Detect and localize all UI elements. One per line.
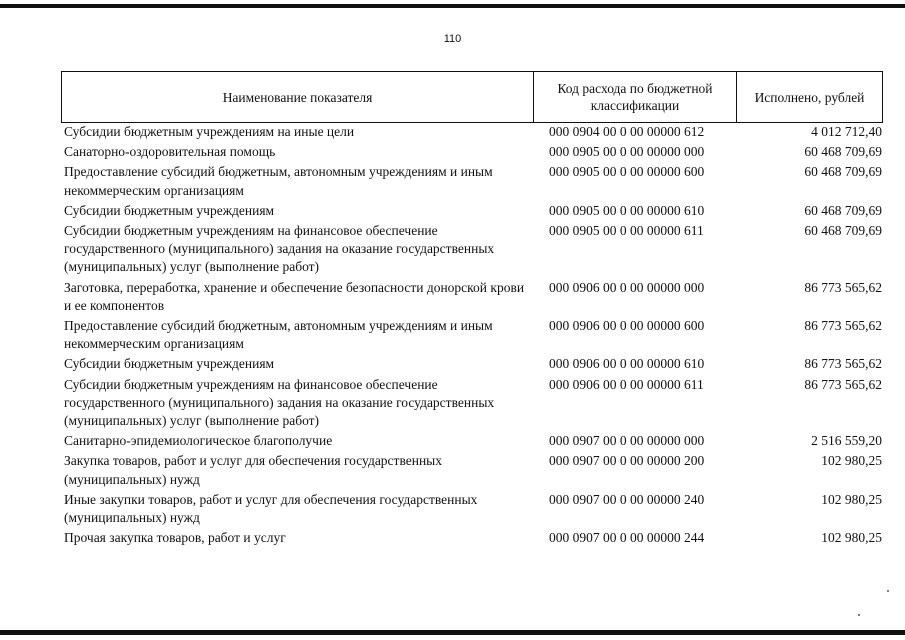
bottom-border-rule bbox=[0, 630, 905, 635]
indicator-name: Закупка товаров, работ и услуг для обеспечения государственных (муниципальных) нужд bbox=[64, 453, 443, 487]
budget-code: 000 0905 00 0 00 00000 610 bbox=[549, 202, 705, 218]
table-row bbox=[64, 163, 882, 199]
executed-amount: 2 516 559,20 bbox=[811, 433, 882, 449]
executed-amount: 86 773 565,62 bbox=[804, 376, 882, 392]
budget-code: 000 0907 00 0 00 00000 000 bbox=[549, 433, 705, 449]
budget-code: 000 0905 00 0 00 00000 600 bbox=[549, 164, 705, 180]
column-header-amount: Исполнено, рублей bbox=[754, 89, 865, 105]
table-row bbox=[64, 491, 882, 527]
indicator-name: Прочая закупка товаров, работ и услуг bbox=[64, 530, 286, 546]
indicator-name: Субсидии бюджетным учреждениям на финансовое обеспечение государственного (муниципального) задания на оказание государственных (муниципальных) услуг (выполнение работ) bbox=[64, 376, 495, 429]
budget-code: 000 0907 00 0 00 00000 240 bbox=[549, 491, 705, 507]
table-row bbox=[64, 432, 882, 450]
scan-speck bbox=[858, 614, 860, 616]
table-row bbox=[64, 452, 882, 488]
indicator-name: Субсидии бюджетным учреждениям bbox=[64, 202, 275, 218]
indicator-name: Заготовка, переработка, хранение и обеспечение безопасности донорской крови и ее компонентов bbox=[64, 279, 525, 313]
table-row bbox=[64, 317, 882, 353]
budget-code: 000 0906 00 0 00 00000 611 bbox=[549, 376, 704, 392]
executed-amount: 102 980,25 bbox=[821, 491, 882, 507]
executed-amount: 60 468 709,69 bbox=[804, 144, 882, 160]
table-header bbox=[61, 71, 883, 123]
indicator-name: Предоставление субсидий бюджетным, автономным учреждениям и иным некоммерческим организациям bbox=[64, 318, 493, 352]
table-row bbox=[64, 143, 882, 161]
executed-amount: 60 468 709,69 bbox=[804, 223, 882, 239]
executed-amount: 102 980,25 bbox=[821, 453, 882, 469]
executed-amount: 86 773 565,62 bbox=[804, 356, 882, 372]
table-row bbox=[64, 279, 882, 315]
table-row bbox=[64, 529, 882, 547]
table-row bbox=[64, 123, 882, 141]
indicator-name: Субсидии бюджетным учреждениям bbox=[64, 356, 275, 372]
table-row bbox=[64, 355, 882, 373]
budget-code: 000 0905 00 0 00 00000 611 bbox=[549, 223, 704, 239]
table-row bbox=[64, 222, 882, 277]
column-header-name: Наименование показателя bbox=[62, 72, 534, 122]
scan-speck bbox=[887, 590, 889, 592]
table-row bbox=[64, 202, 882, 220]
budget-code: 000 0905 00 0 00 00000 000 bbox=[549, 144, 705, 160]
budget-code: 000 0906 00 0 00 00000 610 bbox=[549, 356, 705, 372]
indicator-name: Субсидии бюджетным учреждениям на иные цели bbox=[64, 124, 355, 139]
top-border-rule bbox=[0, 4, 905, 8]
table-row bbox=[64, 376, 882, 431]
executed-amount: 86 773 565,62 bbox=[804, 318, 882, 334]
indicator-name: Санитарно-эпидемиологическое благополучие bbox=[64, 433, 333, 449]
indicator-name: Санаторно-оздоровительная помощь bbox=[64, 144, 276, 160]
executed-amount: 102 980,25 bbox=[821, 530, 882, 546]
executed-amount: 86 773 565,62 bbox=[804, 279, 882, 295]
table-body bbox=[64, 123, 882, 549]
executed-amount: 60 468 709,69 bbox=[804, 202, 882, 218]
budget-code: 000 0907 00 0 00 00000 244 bbox=[549, 530, 705, 546]
budget-code: 000 0906 00 0 00 00000 600 bbox=[549, 318, 705, 334]
indicator-name: Иные закупки товаров, работ и услуг для обеспечения государственных (муниципальных) нужд bbox=[64, 491, 478, 526]
budget-code: 000 0906 00 0 00 00000 000 bbox=[549, 279, 705, 295]
page-number: 110 bbox=[443, 33, 462, 45]
indicator-name: Субсидии бюджетным учреждениям на финансовое обеспечение государственного (муниципального) задания на оказание государственных (муниципальных) услуг (выполнение работ) bbox=[64, 223, 495, 275]
column-header-code: Код расхода по бюджетной классификации bbox=[534, 72, 737, 122]
budget-code: 000 0907 00 0 00 00000 200 bbox=[549, 453, 705, 469]
budget-code: 000 0904 00 0 00 00000 612 bbox=[549, 124, 705, 139]
indicator-name: Предоставление субсидий бюджетным, автономным учреждениям и иным некоммерческим организациям bbox=[64, 164, 493, 198]
executed-amount: 4 012 712,40 bbox=[811, 124, 882, 139]
executed-amount: 60 468 709,69 bbox=[804, 164, 882, 180]
